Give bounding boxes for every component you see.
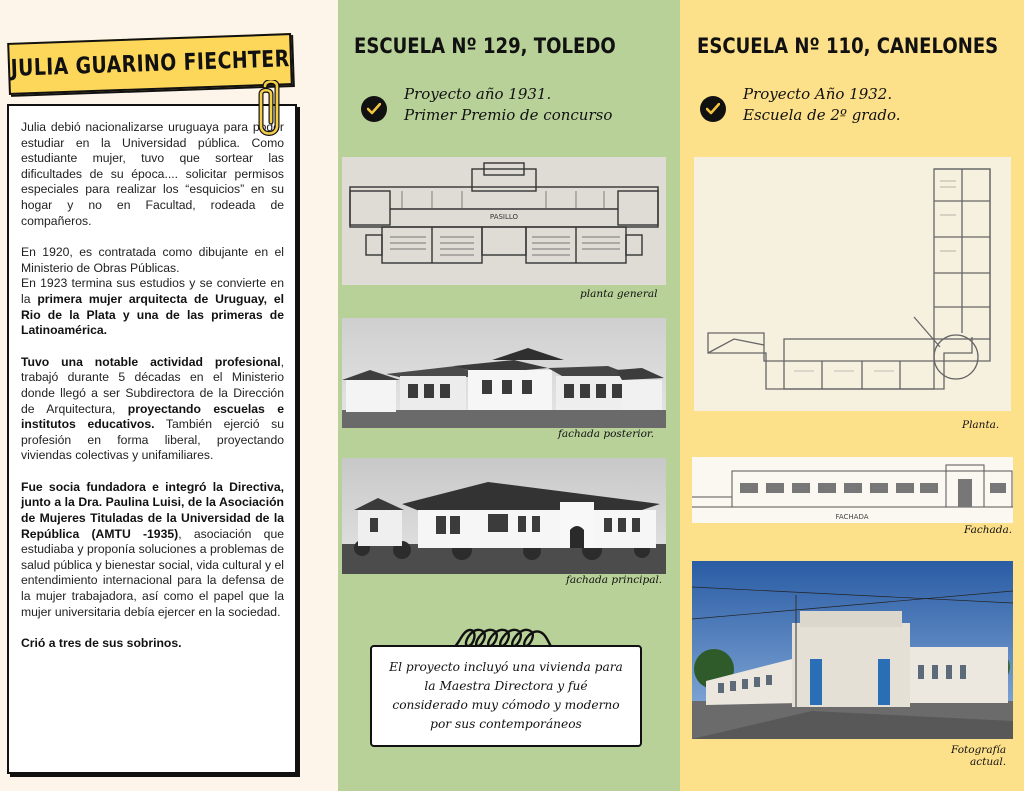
bio-p4-amtu: (AMTU -1935) <box>79 526 179 541</box>
bio-p2-bold: primera mujer arquitecta de Uruguay, el Rio de la Plata y una de las primeras de Latinoamérica. <box>21 291 284 338</box>
facade-elevation-canelones <box>692 457 1013 523</box>
school-110-note-line-1: Proyecto Año 1932. <box>743 85 893 103</box>
caption-rear-facade: fachada posterior. <box>558 428 655 440</box>
photo-rear-facade <box>342 318 666 428</box>
bio-p3-end: También ejerció su profesión en forma liberal, proyectando viviendas colectivas y unifamiliares. <box>21 417 284 463</box>
school-129-title: ESCUELA Nº 129, TOLEDO <box>354 34 616 58</box>
biography-box <box>7 104 297 774</box>
bio-paragraph-5 <box>21 636 284 652</box>
school-110-note-line-2: Escuela de 2º grado. <box>743 106 901 124</box>
bio-paragraph-4 <box>21 480 284 620</box>
bio-p3-bold-1: Tuvo una notable actividad profesional <box>21 354 281 369</box>
caption-current-photo <box>951 744 1006 768</box>
bio-paragraph-1: Julia debió nacionalizarse uruguaya para poder estudiar en la Universidad pública. Como estudiante mujer, tuvo que sortear las dificultades de su época.... solicitar permisos especiales para realizar los “esquicios” en su hogar y no en Facultad, rodeada de compañeros. <box>21 120 284 228</box>
bio-p3-bold-2: proyectando escuelas e institutos educativos. <box>21 401 284 432</box>
school-129-note-line-2: Primer Premio de concurso <box>404 106 613 124</box>
caption-main-facade: fachada principal. <box>566 574 663 586</box>
photo-main-facade <box>342 458 666 574</box>
name-tag <box>7 33 293 95</box>
bio-p2-line-a: En 1920, es contratada como dibujante en el Ministerio de Obras Públicas. <box>21 245 284 275</box>
floor-plan-toledo <box>342 157 666 285</box>
check-icon <box>700 96 726 122</box>
school-110-title: ESCUELA Nº 110, CANELONES <box>697 34 999 58</box>
bio-p3-text: , trabajó durante 5 décadas en el Ministerio donde llegó a ser Subdirectora de la Dirección de Arquitectura, <box>21 354 284 416</box>
bio-p5-bold: Crió a tres de sus sobrinos. <box>21 636 182 651</box>
architect-name: JULIA GUARINO FIECHTER <box>10 46 290 82</box>
project-callout: El proyecto incluyó una vivienda para la Maestra Directora y fué considerado muy cómodo y moderno por sus contemporáneos <box>370 645 642 747</box>
school-110-note <box>743 84 901 126</box>
caption-current-photo-line-1: Fotografía <box>951 744 1007 756</box>
school-129-note <box>404 84 612 126</box>
paperclip-icon <box>255 80 285 140</box>
caption-current-photo-line-2: actual. <box>970 756 1007 768</box>
bio-p4-bold: Fue socia fundadora e integró la Directiva, junto a la Dra. Paulina Luisi, de la Asociación de Mujeres Tituladas de la Universidad de la República <box>21 479 284 541</box>
plan-corridor-label: PASILLO <box>489 213 519 221</box>
check-icon <box>361 96 387 122</box>
photo-current-canelones <box>692 561 1013 739</box>
caption-plan: Planta. <box>962 419 1000 431</box>
caption-plan-general: planta general <box>580 288 658 300</box>
bio-p4-end: , asociación que estudiaba y proponía soluciones a problemas de salud pública y bienestar social, vida cultural y el entendimiento internacional para la defensa de la mujer trabajadora, así como el papel que la mujer universitaria debía ejercer en la sociedad. <box>21 526 284 619</box>
bio-paragraph-3 <box>21 355 284 464</box>
caption-facade: Fachada. <box>964 524 1013 536</box>
facade-label: FACHADA <box>835 513 869 521</box>
school-129-note-line-1: Proyecto año 1931. <box>404 85 552 103</box>
floor-plan-canelones <box>694 157 1011 411</box>
bio-paragraph-2 <box>21 245 284 339</box>
bio-p2-text: En 1923 termina sus estudios y se convierte en la <box>21 276 284 306</box>
